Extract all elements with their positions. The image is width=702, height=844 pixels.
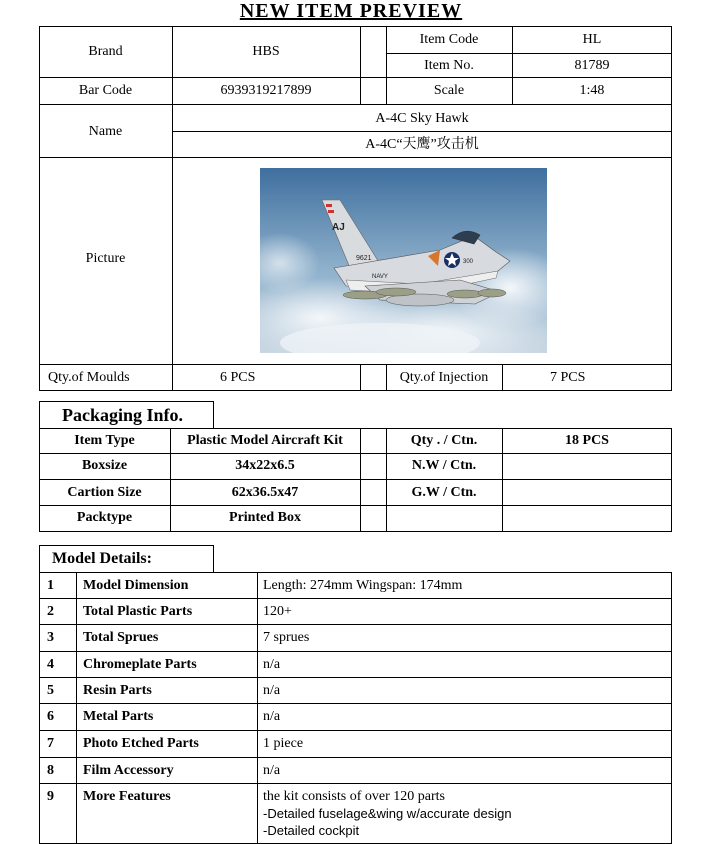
detail-row-value-line-3: -Detailed cockpit (263, 823, 360, 838)
qty-ctn-label: Qty . / Ctn. (410, 433, 478, 448)
detail-row-label: Film Accessory (83, 763, 174, 778)
detail-row-value: n/a (263, 683, 281, 698)
carton-label: Cartion Size (67, 485, 142, 500)
detail-row-value: 7 sprues (263, 630, 310, 645)
detail-row-number: 5 (47, 683, 54, 698)
packaging-heading: Packaging Info. (39, 401, 214, 428)
gw-label: G.W / Ctn. (411, 485, 477, 500)
detail-row-label: Chromeplate Parts (83, 657, 197, 672)
detail-row-value-line-2: -Detailed fuselage&wing w/accurate design (263, 806, 512, 821)
detail-row-label: Total Sprues (83, 630, 159, 645)
packtype-value: Printed Box (229, 510, 301, 525)
detail-row-label: Metal Parts (83, 709, 154, 724)
detail-row-number: 9 (47, 789, 54, 804)
nw-label: N.W / Ctn. (411, 458, 477, 473)
picture-label: Picture (85, 251, 126, 266)
detail-row-value: n/a (263, 709, 281, 724)
detail-row-number: 2 (47, 604, 54, 619)
nose-number: 300 (463, 259, 474, 265)
detail-row-value: n/a (263, 657, 281, 672)
name-chinese: A-4C“天鹰”攻击机 (365, 137, 479, 152)
name-label: Name (88, 124, 123, 139)
detail-row-number: 7 (47, 736, 54, 751)
tail-code: AJ (332, 222, 345, 233)
boxsize-label: Boxsize (81, 458, 128, 473)
item-type-value: Plastic Model Aircraft Kit (187, 433, 343, 448)
detail-row-number: 4 (47, 657, 54, 672)
detail-row-label: Model Dimension (83, 578, 189, 593)
detail-row-value: 120+ (263, 604, 292, 619)
barcode-value: 6939319217899 (220, 83, 312, 98)
detail-row-number: 3 (47, 630, 54, 645)
item-code-value: HL (582, 32, 602, 47)
page-title: NEW ITEM PREVIEW (239, 0, 463, 22)
item-type-label: Item Type (74, 433, 135, 448)
detail-row-label: Photo Etched Parts (83, 736, 199, 751)
navy-marking: NAVY (372, 274, 388, 280)
injection-label: Qty.of Injection (399, 370, 489, 385)
injection-value: 7 PCS (550, 370, 586, 385)
packtype-label: Packtype (76, 510, 133, 525)
detail-row-value: n/a (263, 763, 281, 778)
barcode-label: Bar Code (78, 83, 133, 98)
brand-label: Brand (88, 44, 123, 59)
item-no-label: Item No. (424, 58, 474, 73)
brand-value: HBS (252, 44, 280, 59)
detail-row-number: 1 (47, 578, 54, 593)
model-details-heading: Model Details: (39, 545, 214, 572)
product-picture (260, 168, 547, 353)
item-code-label: Item Code (419, 32, 479, 47)
scale-label: Scale (433, 83, 465, 98)
boxsize-value: 34x22x6.5 (235, 458, 295, 473)
tail-serial: 9621 (356, 255, 372, 262)
item-no-value: 81789 (574, 58, 610, 73)
detail-row-value: 1 piece (263, 736, 304, 751)
detail-row-label: Resin Parts (83, 683, 152, 698)
detail-row-value: Length: 274mm Wingspan: 174mm (263, 578, 463, 593)
name-english: A-4C Sky Hawk (375, 111, 469, 126)
detail-row-label: Total Plastic Parts (83, 604, 193, 619)
detail-row-value: the kit consists of over 120 parts (263, 789, 445, 804)
carton-value: 62x36.5x47 (231, 485, 299, 500)
detail-row-number: 6 (47, 709, 54, 724)
moulds-value: 6 PCS (220, 370, 256, 385)
scale-value: 1:48 (579, 83, 605, 98)
moulds-label: Qty.of Moulds (48, 370, 130, 385)
qty-ctn-value: 18 PCS (565, 433, 609, 448)
detail-row-number: 8 (47, 763, 54, 778)
detail-row-label: More Features (83, 789, 171, 804)
